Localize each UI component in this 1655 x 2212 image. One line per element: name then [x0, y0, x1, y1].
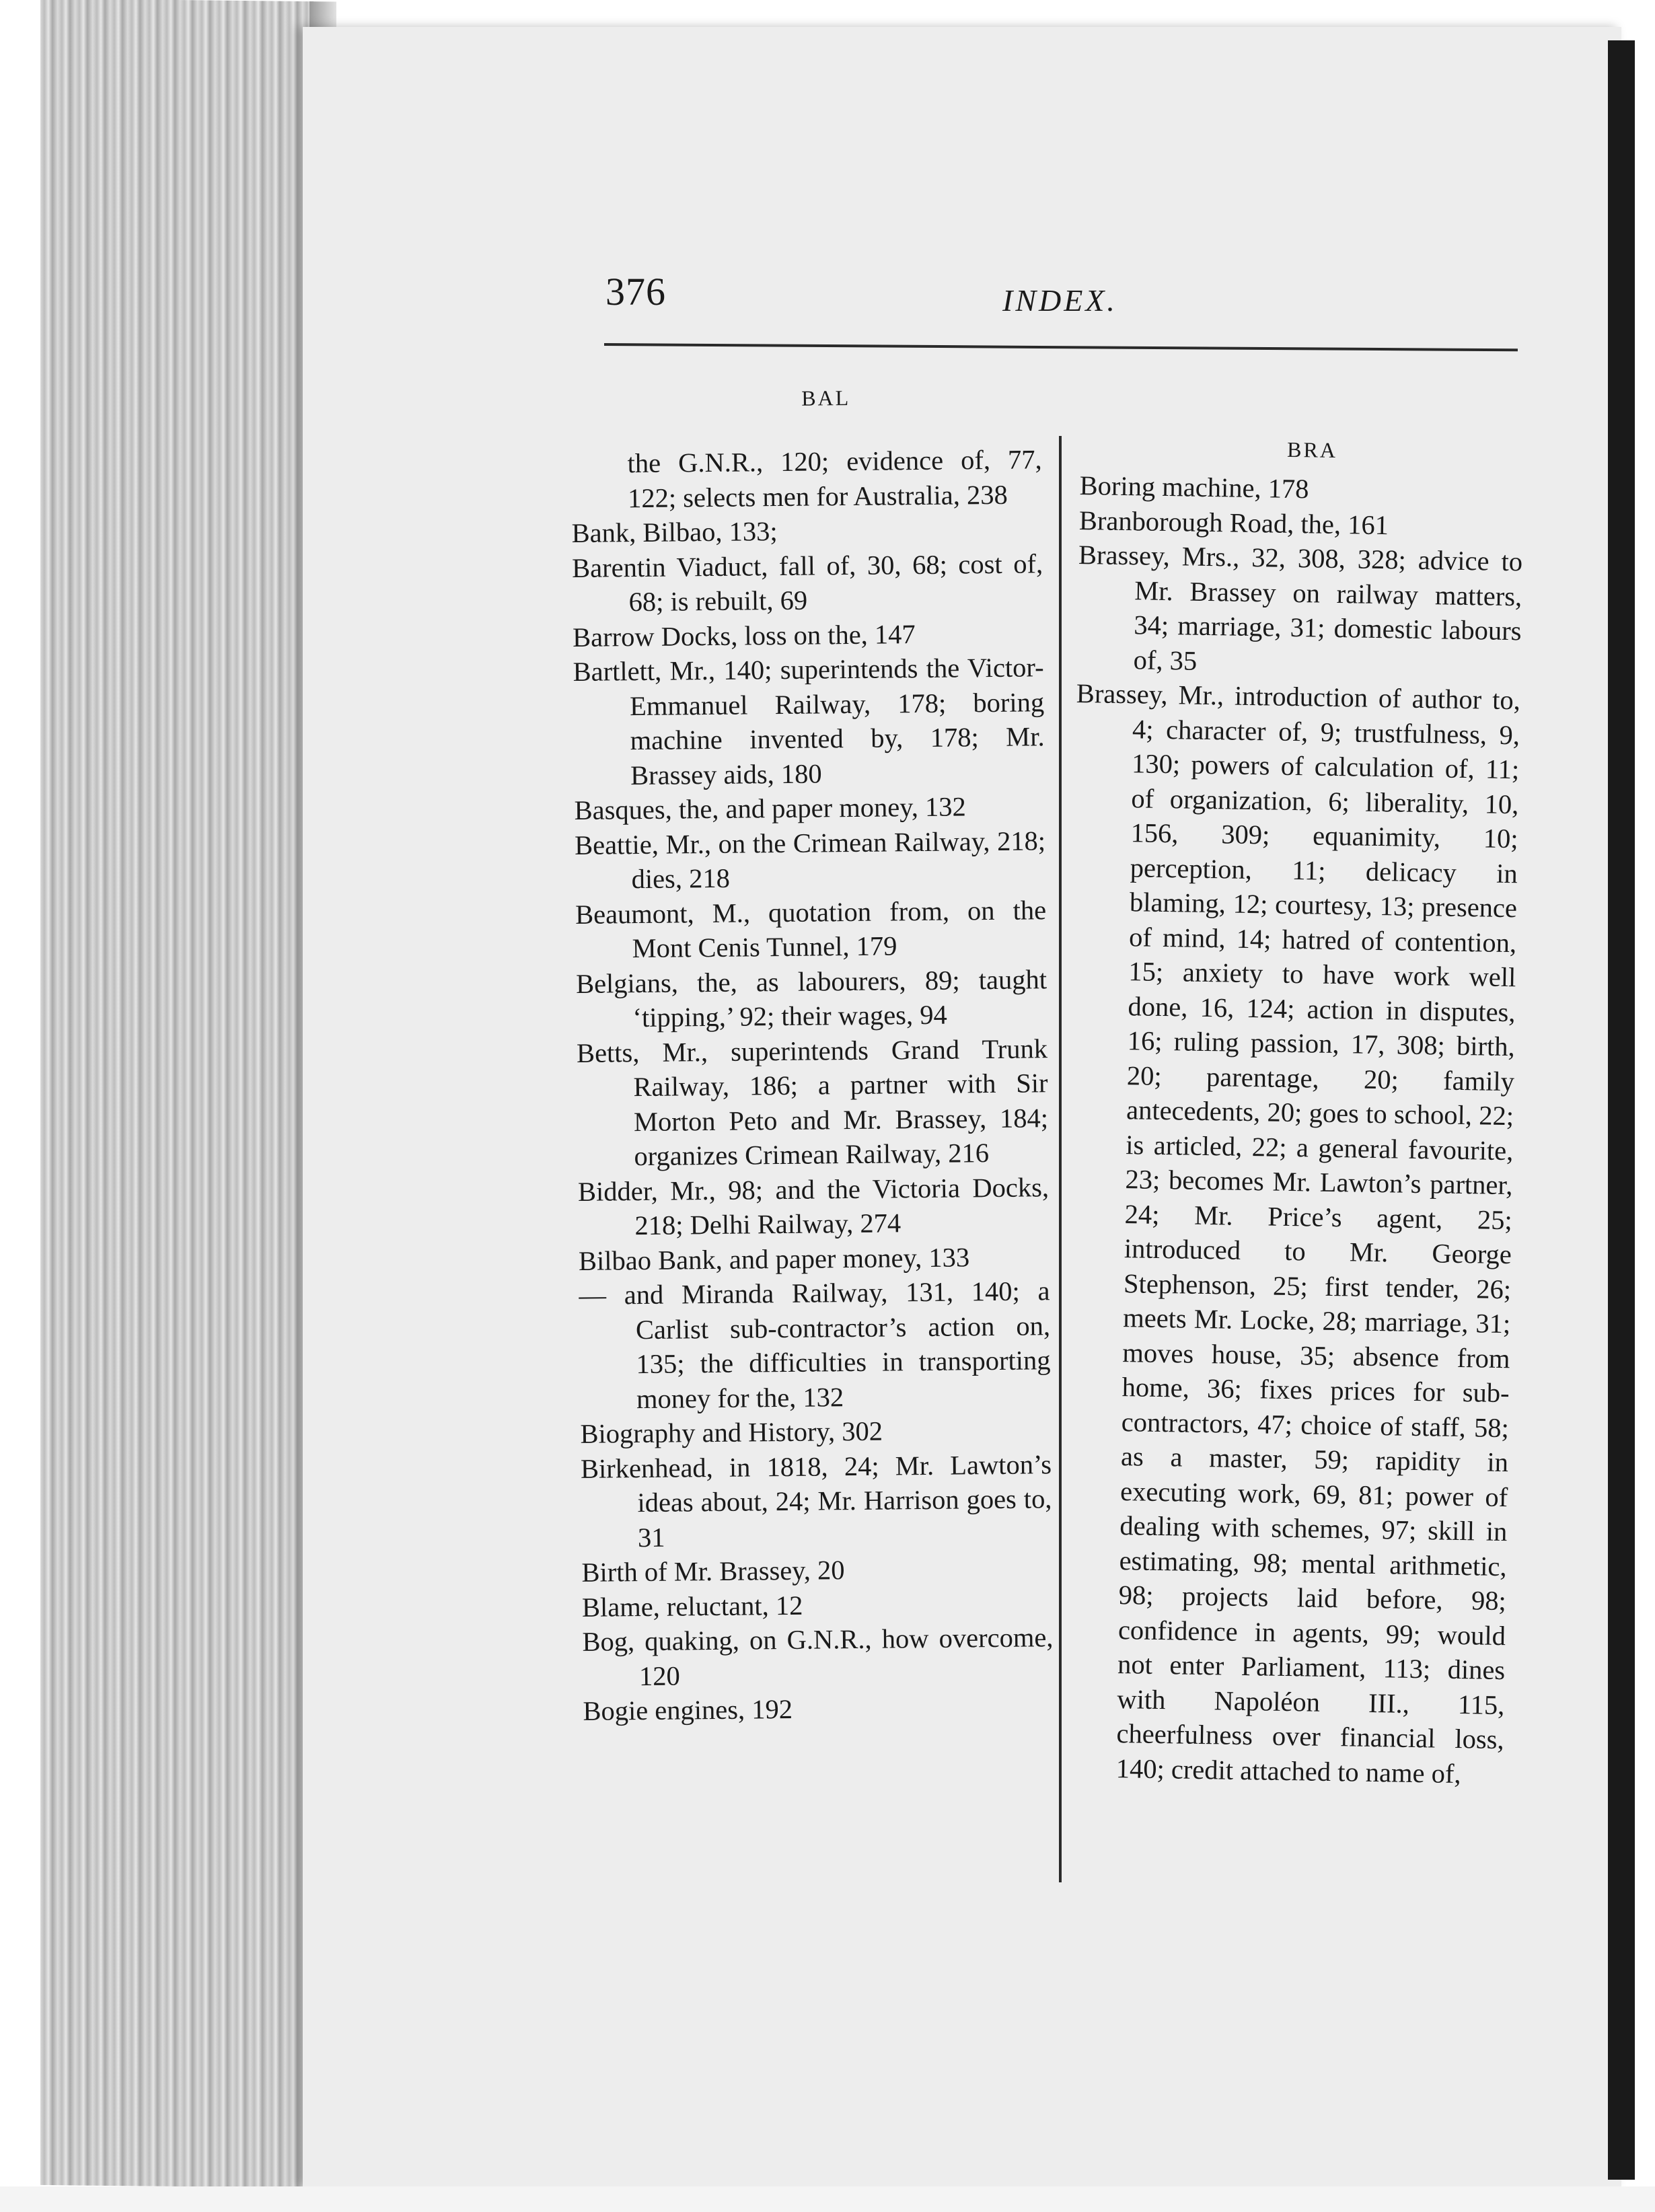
index-entry: Beaumont, M., quotation from, on the Mont Cenis Tunnel, 179 [575, 894, 1047, 964]
index-column-right [1059, 432, 1524, 1792]
column-heading-right: BRA [1286, 437, 1338, 463]
index-entry: Belgians, the, as labourers, 89; taught ‘tipping,’ 92; their wages, 94 [575, 963, 1047, 1033]
book-page-stack [40, 0, 314, 2188]
index-entry: — and Miranda Railway, 131, 140; a Carlist sub-contractor’s action on, 135; the difficulties in transporting money for the, 132 [579, 1276, 1051, 1414]
index-entry: Biography and History, 302 [580, 1415, 883, 1449]
index-entry: Blame, reluctant, 12 [581, 1590, 803, 1623]
index-entry: Bidder, Mr., 98; and the Victoria Docks, 218; Delhi Railway, 274 [577, 1171, 1050, 1241]
column-heading-left: BAL [801, 385, 851, 410]
index-entry: Brassey, Mr., introduction of author to, 4; character of, 9; trustfulness, 9, 130; powers of calculation of, 11; of organization, 6; liberality, 10, 156, 309; equanimity, 10; perception, 11; delicacy in blaming, 12; courtesy, 13; presence of mind, 14; hatred of contention, 15; anxiety to have work well done, 16, 124; action in disputes, 16; ruling passion, 17, 308; birth, 20; parentage, 20; family antecedents, 20; goes to school, 22; is articled, 22; a general favourite, 23; becomes Mr. Lawton’s partner, 24; Mr. Price’s agent, 25; introduced to Mr. George Stephenson, 25; first tender, 26; meets Mr. Locke, 28; marriage, 31; moves house, 35; absence from home, 36; fixes prices for sub-contractors, 47; choice of staff, 58; as a master, 59; rapidity in executing work, 69, 81; power of dealing with schemes, 97; skill in estimating, 98; mental arithmetic, 98; projects laid before, 98; confidence in agents, 99; would not enter Parliament, 113; dines with Napoléon III., 115, cheerfulness over financial loss, 140; credit attached to name of, [1076, 677, 1521, 1789]
index-entry: Birkenhead, in 1818, 24; Mr. Lawton’s ideas about, 24; Mr. Harrison goes to, 31 [580, 1448, 1052, 1553]
index-entry: Betts, Mr., superintends Grand Trunk Railway, 186; a partner with Sir Morton Peto and Mr. Brassey, 184; organizes Crimean Railway, 216 [576, 1033, 1049, 1172]
index-entry: Beattie, Mr., on the Crimean Railway, 218; dies, 218 [574, 825, 1046, 895]
index-entry: Barrow Docks, loss on the, 147 [572, 618, 916, 653]
index-entry: Bog, quaking, on G.N.R., how overcome, 120 [582, 1622, 1054, 1691]
index-entry: Basques, the, and paper money, 132 [574, 791, 967, 825]
index-entry: Brassey, Mrs., 32, 308, 328; advice to Mr. Brassey on railway matters, 34; marriage, 31; domestic labours of, 35 [1078, 539, 1523, 676]
index-entry: Branborough Road, the, 161 [1078, 505, 1389, 540]
page-bottom-margin [0, 2186, 1655, 2212]
index-entry: Bartlett, Mr., 140; superintends the Victor-Emmanuel Railway, 178; boring machine invented by, 178; Mr. Brassey aids, 180 [573, 652, 1045, 790]
facing-page-edge [1608, 40, 1635, 2180]
index-entry: Bank, Bilbao, 133; [571, 516, 778, 548]
index-column-left [571, 385, 1054, 1728]
page-number: 376 [605, 270, 666, 314]
running-head: INDEX. [1002, 283, 1117, 318]
index-entry: Bogie engines, 192 [583, 1693, 793, 1726]
index-entry: Bilbao Bank, and paper money, 133 [578, 1241, 970, 1276]
index-entry: Boring machine, 178 [1079, 470, 1309, 505]
index-entry: Birth of Mr. Brassey, 20 [581, 1555, 845, 1588]
index-entry: the G.N.R., 120; evidence of, 77, 122; selects men for Australia, 238 [627, 444, 1042, 513]
index-entry: Barentin Viaduct, fall of, 30, 68; cost of, 68; is rebuilt, 69 [571, 548, 1043, 618]
